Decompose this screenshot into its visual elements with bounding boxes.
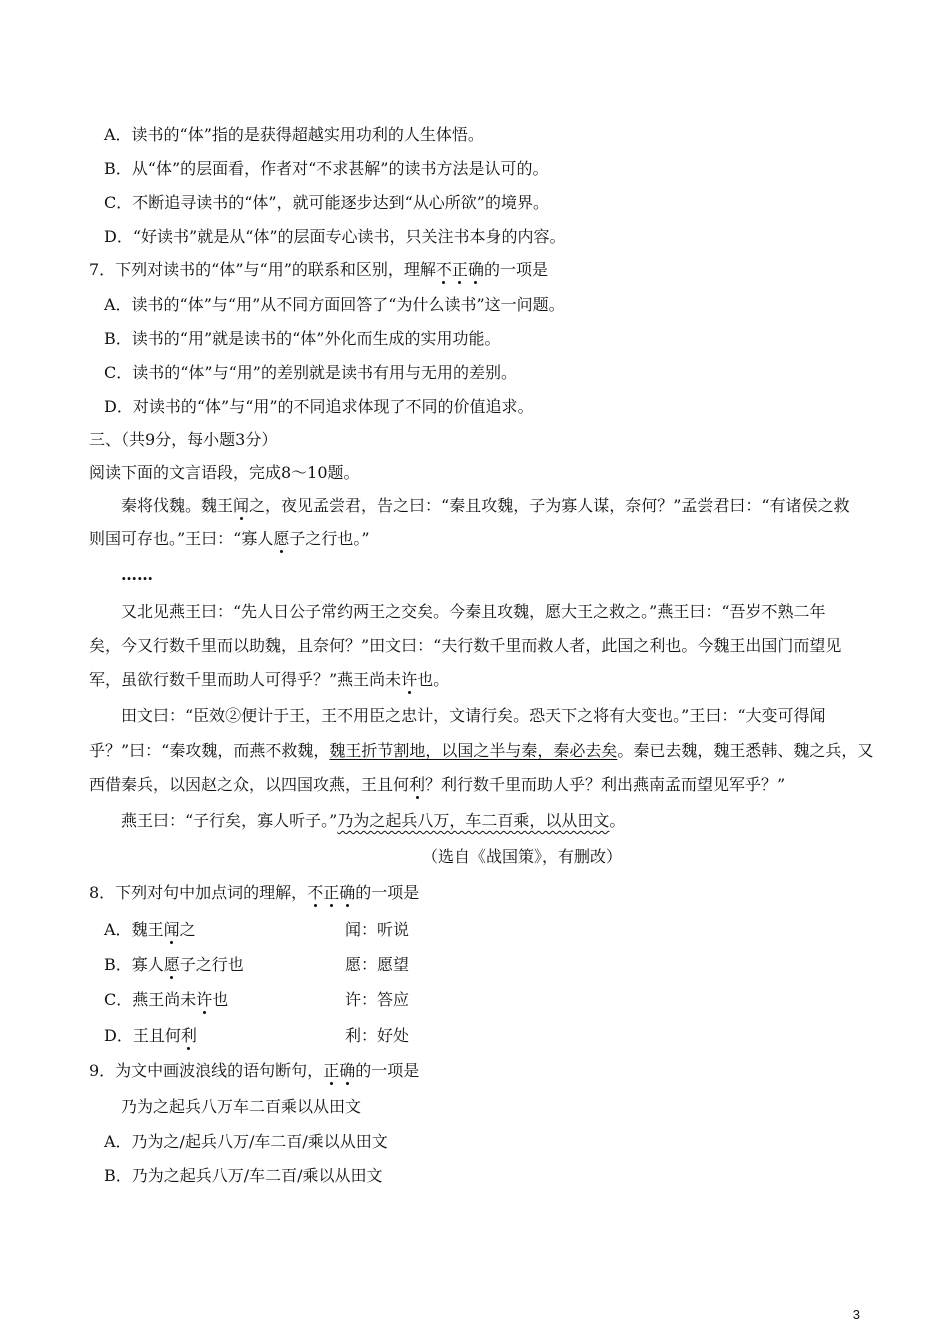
passage-p3-line1: 田文曰：“臣效②便计于王，王不用臣之忠计，文请行矣。恐天下之将有大变也。”王曰：“大变可得闻 [121, 706, 826, 725]
text-span: 也 [212, 990, 229, 1009]
passage-p1-line1 [121, 495, 850, 517]
text-span: 王且何 [132, 1026, 181, 1045]
option-label: B． [104, 955, 132, 974]
q9-option-b: B．乃为之起兵八万/车二百/乘以从田文 [104, 1166, 383, 1185]
q9-emphasis-1: 正 [323, 1061, 340, 1080]
dotted-word-xu: 许 [401, 670, 418, 689]
q8-option-a-gloss: 闻：听说 [345, 920, 410, 939]
text-span: 寡人 [131, 955, 164, 974]
q7-stem-post: 的一项是 [483, 260, 548, 279]
dotted-word: 许 [196, 990, 213, 1009]
q9-stem [89, 1060, 419, 1082]
q7-option-c: C．读书的“体”与“用”的差别就是读书有用与无用的差别。 [104, 363, 517, 382]
q7-emphasis-1: 不 [435, 260, 452, 279]
text-span: 。秦已去魏，魏王悉韩、魏之兵，又 [617, 741, 874, 760]
q7-option-b: B．读书的“用”就是读书的“体”外化而生成的实用功能。 [104, 329, 501, 348]
q8-option-b-gloss: 愿：愿望 [345, 955, 410, 974]
dotted-word-yuan: 愿 [273, 529, 290, 548]
q8-stem-pre: 8．下列对句中加点词的理解， [89, 883, 308, 902]
q7-option-a: A．读书的“体”与“用”从不同方面回答了“为什么读书”这一问题。 [104, 295, 565, 314]
q9-sentence: 乃为之起兵八万车二百乘以从田文 [121, 1097, 362, 1116]
passage-ellipsis: …… [121, 565, 153, 584]
text-span: 魏王 [131, 920, 164, 939]
passage-p4 [121, 810, 625, 832]
passage-p1-line2 [89, 528, 370, 550]
wavy-underlined-sentence: 乃为之起兵八万，车二百乘，以从田文 [337, 811, 610, 830]
q8-emphasis-1: 不 [307, 883, 324, 902]
passage-p2-line1: 又北见燕王曰：“先人日公子常约两王之交矣。今秦且攻魏，愿大王之救之。”燕王曰：“吾岁不熟二年 [121, 602, 826, 621]
passage-p3-line2 [89, 740, 873, 762]
q8-emphasis-3: 确 [339, 883, 356, 902]
q6-option-a: A．读书的“体”指的是获得超越实用功利的人生体悟。 [104, 125, 484, 144]
q9-stem-pre: 9．为文中画波浪线的语句断句， [89, 1061, 324, 1080]
text-span: 子之行也 [179, 955, 244, 974]
q8-stem [89, 882, 419, 904]
q6-option-d: D．“好读书”就是从“体”的层面专心读书，只关注书本身的内容。 [104, 227, 566, 246]
text-span: ？利行数千里而助人乎？利出燕南孟而望见军乎？” [425, 775, 786, 794]
section-heading: 三、（共9分，每小题3分） [89, 430, 278, 449]
dotted-word: 利 [180, 1026, 197, 1045]
q7-emphasis-2: 正 [451, 260, 468, 279]
text-span: 则国可存也。”王曰：“寡人 [89, 529, 274, 548]
text-span: 。 [609, 811, 626, 830]
text-span: 乎？”曰：“秦攻魏，而燕不救魏， [89, 741, 330, 760]
text-span: 燕王曰：“子行矣，寡人听子。” [121, 811, 338, 830]
option-label: A． [104, 920, 132, 939]
text-span: 军，虽欲行数千里而助人可得乎？”燕王尚未 [89, 670, 402, 689]
text-span: 子之行也。” [289, 529, 370, 548]
dotted-word: 愿 [163, 955, 180, 974]
q8-option-d-gloss: 利：好处 [345, 1026, 410, 1045]
option-label: D． [104, 1026, 133, 1045]
q9-stem-post: 的一项是 [355, 1061, 420, 1080]
q8-emphasis-2: 正 [323, 883, 340, 902]
text-span: 之，夜见孟尝君，告之曰：“秦且攻魏，子为寡人谋，奈何？”孟尝君曰：“有诸侯之救 [249, 496, 850, 515]
text-span: 秦将伐魏。魏王 [121, 496, 234, 515]
passage-p2-line3 [89, 669, 449, 691]
dotted-word-wen: 闻 [233, 496, 250, 515]
q9-emphasis-2: 确 [339, 1061, 356, 1080]
q6-option-c: C．不断追寻读书的“体”，就可能逐步达到“从心所欲”的境界。 [104, 193, 549, 212]
q8-option-a-sentence [104, 919, 196, 941]
q8-option-c-sentence [104, 989, 228, 1011]
passage-p3-line3 [89, 774, 785, 796]
underlined-sentence: 魏王折节割地，以国之半与秦，秦必去矣 [329, 741, 618, 760]
text-span: 之 [179, 920, 196, 939]
q8-option-c-gloss: 许：答应 [345, 990, 410, 1009]
q8-stem-post: 的一项是 [355, 883, 420, 902]
q6-option-b: B．从“体”的层面看，作者对“不求甚解”的读书方法是认可的。 [104, 159, 549, 178]
text-span: 也。 [417, 670, 450, 689]
text-span: 西借秦兵，以因赵之众，以四国攻燕，王且何 [89, 775, 410, 794]
dotted-word: 闻 [163, 920, 180, 939]
q9-option-a: A．乃为之/起兵八万/车二百/乘以从田文 [104, 1132, 388, 1151]
dotted-word-li: 利 [409, 775, 426, 794]
passage-p2-line2: 矣，今又行数千里而以助魏，且奈何？”田文曰：“夫行数千里而救人者，此国之利也。今魏王出国门而望见 [89, 636, 842, 655]
text-span: 燕王尚未 [132, 990, 197, 1009]
option-label: C． [104, 990, 133, 1009]
section-instruction: 阅读下面的文言语段，完成8～10题。 [89, 463, 360, 482]
q7-option-d: D．对读书的“体”与“用”的不同追求体现了不同的价值追求。 [104, 397, 534, 416]
passage-source: （选自《战国策》，有删改） [422, 847, 623, 866]
q7-emphasis-3: 确 [467, 260, 484, 279]
q8-option-b-sentence [104, 954, 244, 976]
q7-stem [89, 259, 548, 281]
page-number: 3 [852, 1307, 860, 1322]
q7-stem-pre: 7．下列对读书的“体”与“用”的联系和区别，理解 [89, 260, 436, 279]
q8-option-d-sentence [104, 1025, 197, 1047]
